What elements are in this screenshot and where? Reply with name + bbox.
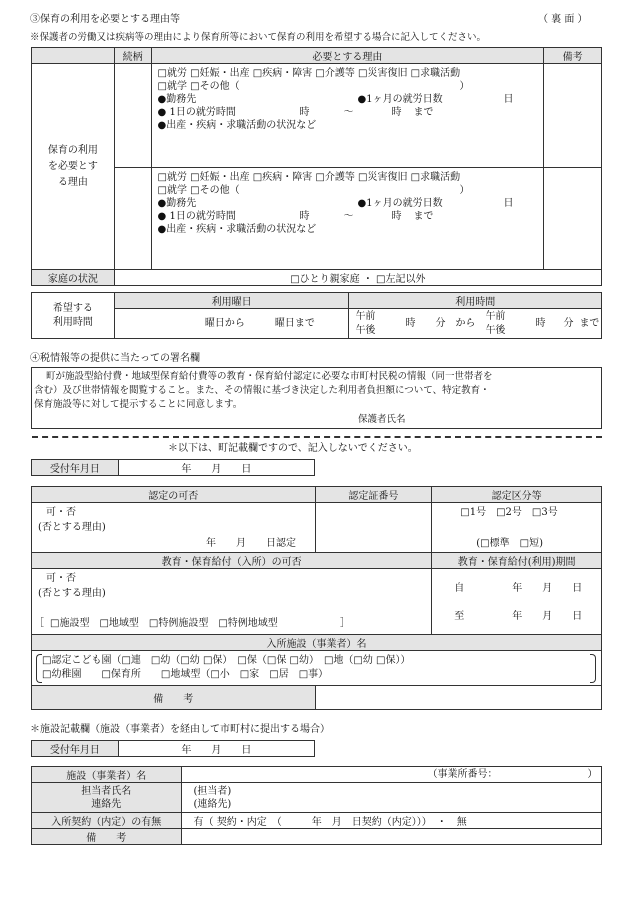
relation-cell-2[interactable] [114, 168, 151, 270]
period-head: 教育・保育給付(利用)期間 [432, 553, 602, 569]
reason-other-close: ） [459, 81, 470, 92]
reason-table [31, 47, 602, 286]
am-label-2[interactable]: 午前 [485, 311, 506, 322]
cert-cell[interactable] [32, 503, 316, 553]
facility-receipt-label: 受付年月日 [32, 741, 119, 757]
until-label: まで [413, 107, 434, 118]
until-2: まで [579, 318, 600, 329]
am-label[interactable]: 午前 [355, 311, 376, 322]
consent-box [31, 367, 602, 429]
wish-time-table [31, 292, 602, 339]
facility-receipt-table [31, 740, 315, 757]
workdays-label: ●1ヶ月の就労日数 [357, 94, 443, 105]
facility-name-cell[interactable] [181, 767, 601, 783]
reason-options[interactable]: □就労 □妊娠・出産 □疾病・障害 □介護等 □災害復旧 □求職活動 [157, 172, 461, 183]
minute-1: 分 [435, 318, 446, 329]
cert-number-cell[interactable] [315, 503, 432, 553]
contact-label [32, 783, 182, 813]
wish-label [32, 293, 115, 339]
period-from: 自 [454, 583, 465, 594]
separator [32, 436, 602, 438]
reason-block-2[interactable] [151, 168, 544, 270]
remarks-cell-2[interactable] [544, 168, 602, 270]
reason-other-close: ） [459, 185, 470, 196]
consent-line-3: 保育施設等に対して提示することに同意します。 [34, 399, 243, 410]
from-label: から [455, 318, 476, 329]
page-side-label: （ 裏 面 ） [538, 14, 588, 25]
cert-class-cell[interactable] [432, 503, 602, 553]
reason-other[interactable]: □就学 □その他（ [157, 81, 240, 92]
day-from: 曜日から [204, 318, 245, 329]
period-from-date[interactable]: 年 月 日 [512, 583, 583, 594]
guardian-name-label[interactable]: 保護者氏名 [358, 414, 406, 425]
facility-receipt-date[interactable]: 年 月 日 [118, 741, 314, 757]
facility-types-bracket-l: ［ [34, 618, 44, 629]
workplace-label: ●勤務先 [157, 198, 197, 209]
reason-label-1: 保育の利用 [47, 144, 98, 156]
pm-label-2[interactable]: 午後 [485, 325, 506, 336]
cert-date[interactable]: 年 月 日認定 [206, 538, 296, 549]
workhours-label: ● 1日の就労時間 [157, 107, 236, 118]
admission-reason: (否とする理由) [38, 588, 106, 599]
cert-table [31, 486, 602, 710]
facility-bracket-right [590, 654, 596, 683]
minute-2: 分 [563, 318, 574, 329]
contact-cell[interactable] [181, 783, 601, 813]
contract-cell[interactable]: 有（ 契約・内定 （ 年 月 日契約（内定））） ・ 無 [181, 813, 601, 829]
office-receipt-table [31, 459, 315, 476]
facility-name-label: 施設（事業者）名 [32, 767, 182, 783]
section3-note: ※保護者の労働又は疾病等の理由により保育所等において保育の利用を希望する場合に記入してください。 [30, 32, 487, 43]
workdays-unit: 日 [503, 94, 514, 105]
reason-label-3: る理由 [57, 176, 88, 188]
section3-title: ③保育の利用を必要とする理由等 [30, 14, 180, 25]
reason-other[interactable]: □就学 □その他（ [157, 185, 240, 196]
workplace-label: ●勤務先 [157, 94, 197, 105]
hour-unit: 時 [299, 107, 310, 118]
consent-line-2: 含む）及び世帯情報を閲覧すること。また、その情報に基づき決定した利用者負担額について、特定教育・ [34, 385, 490, 396]
contact-person[interactable]: (担当者) [193, 785, 232, 797]
day-to: 曜日まで [274, 318, 315, 329]
admission-head: 教育・保育給付（入所）の可否 [32, 553, 432, 569]
day-head: 利用曜日 [114, 293, 349, 309]
office-note: ＊以下は、町記載欄ですので、記入しないでください。 [168, 443, 418, 454]
hour-unit-2: 時 [391, 211, 402, 222]
remarks-head: 備考 [544, 48, 602, 64]
facility-cell[interactable] [32, 651, 602, 686]
relation-head: 続柄 [114, 48, 151, 64]
facility-types[interactable]: □施設型 □地域型 □特例施設型 □特例地域型 [50, 618, 278, 629]
cert-head: 認定の可否 [32, 487, 316, 503]
wish-label-2: 利用時間 [52, 316, 93, 328]
reason-head: 必要とする理由 [151, 48, 544, 64]
contact-label-1: 担当者氏名 [81, 785, 132, 797]
until-label: まで [413, 211, 434, 222]
time-head: 利用時間 [349, 293, 602, 309]
facility-types-bracket-r: ］ [340, 618, 350, 629]
hour-unit: 時 [299, 211, 310, 222]
cert-class-head: 認定区分等 [432, 487, 602, 503]
facility-note: ＊施設記載欄（施設（事業者）を経由して市町村に提出する場合） [30, 724, 330, 735]
standard-short[interactable]: (□標準 □短) [476, 538, 543, 549]
family-label: 家庭の状況 [32, 270, 115, 286]
hour-unit-2: 時 [391, 107, 402, 118]
facility-line-2[interactable]: □幼稚園 □保育所 □地域型（□小 □家 □居 □事） [42, 669, 329, 680]
facility-remarks-label: 備 考 [32, 829, 182, 845]
period-to: 至 [454, 611, 465, 622]
office-receipt-label: 受付年月日 [32, 460, 119, 476]
consent-line-1: 町が施設型給付費・地域型保育給付費等の教育・保育給付認定に必要な市町村民税の情報（同一世帯者を [46, 371, 493, 382]
period-cell[interactable] [432, 569, 602, 635]
class-options[interactable]: □1号 □2号 □3号 [460, 507, 558, 518]
wish-label-1: 希望する [52, 302, 93, 314]
relation-cell-1[interactable] [114, 64, 151, 168]
tilde: ～ [343, 107, 354, 118]
time-cell[interactable] [349, 309, 602, 339]
contact-label-2: 連絡先 [91, 798, 122, 810]
reason-label-2: を必要とす [47, 160, 98, 172]
cert-yes-no[interactable]: 可・否 [46, 507, 76, 518]
workdays-unit: 日 [503, 198, 514, 209]
workdays-label: ●1ヶ月の就労日数 [357, 198, 443, 209]
hour-2: 時 [535, 318, 546, 329]
cert-reason: (否とする理由) [38, 522, 106, 533]
office-number-label: （事業所番号： [427, 769, 498, 780]
pm-label[interactable]: 午後 [355, 325, 376, 336]
status-label: ●出産・疾病・求職活動の状況など [157, 224, 317, 235]
contact-info[interactable]: (連絡先) [193, 798, 232, 810]
reason-block-1[interactable] [151, 64, 544, 168]
cert-number-head: 認定証番号 [315, 487, 432, 503]
admission-cell[interactable] [32, 569, 432, 635]
admission-yes-no[interactable]: 可・否 [46, 573, 76, 584]
office-number-close: ） [587, 769, 598, 780]
tilde: ～ [343, 211, 354, 222]
facility-line-1[interactable]: □認定こども園（□連 □幼（□幼 □保） □保（□保 □幼） □地（□幼 □保）） [42, 655, 411, 666]
reason-options[interactable]: □就労 □妊娠・出産 □疾病・障害 □介護等 □災害復旧 □求職活動 [157, 68, 461, 79]
status-label: ●出産・疾病・求職活動の状況など [157, 120, 317, 131]
remarks-cell-1[interactable] [544, 64, 602, 168]
office-remarks-cell[interactable] [315, 686, 602, 710]
blank-head [32, 48, 115, 64]
facility-remarks-cell[interactable] [181, 829, 601, 845]
family-value[interactable]: □ひとり親家庭 ・ □左記以外 [114, 270, 601, 286]
day-cell[interactable] [114, 309, 349, 339]
period-to-date[interactable]: 年 月 日 [512, 611, 583, 622]
office-remarks-label [32, 686, 316, 710]
section4-title: ④税情報等の提供に当たっての署名欄 [30, 353, 200, 364]
office-receipt-date[interactable]: 年 月 日 [118, 460, 314, 476]
contract-label: 入所契約（内定）の有無 [32, 813, 182, 829]
facility-entry-table [31, 766, 602, 845]
hour-1: 時 [405, 318, 416, 329]
office-remarks-text: 備 考 [153, 694, 194, 705]
workhours-label: ● 1日の就労時間 [157, 211, 236, 222]
facility-head: 入所施設（事業者）名 [32, 635, 602, 651]
reason-row-label [32, 64, 115, 270]
